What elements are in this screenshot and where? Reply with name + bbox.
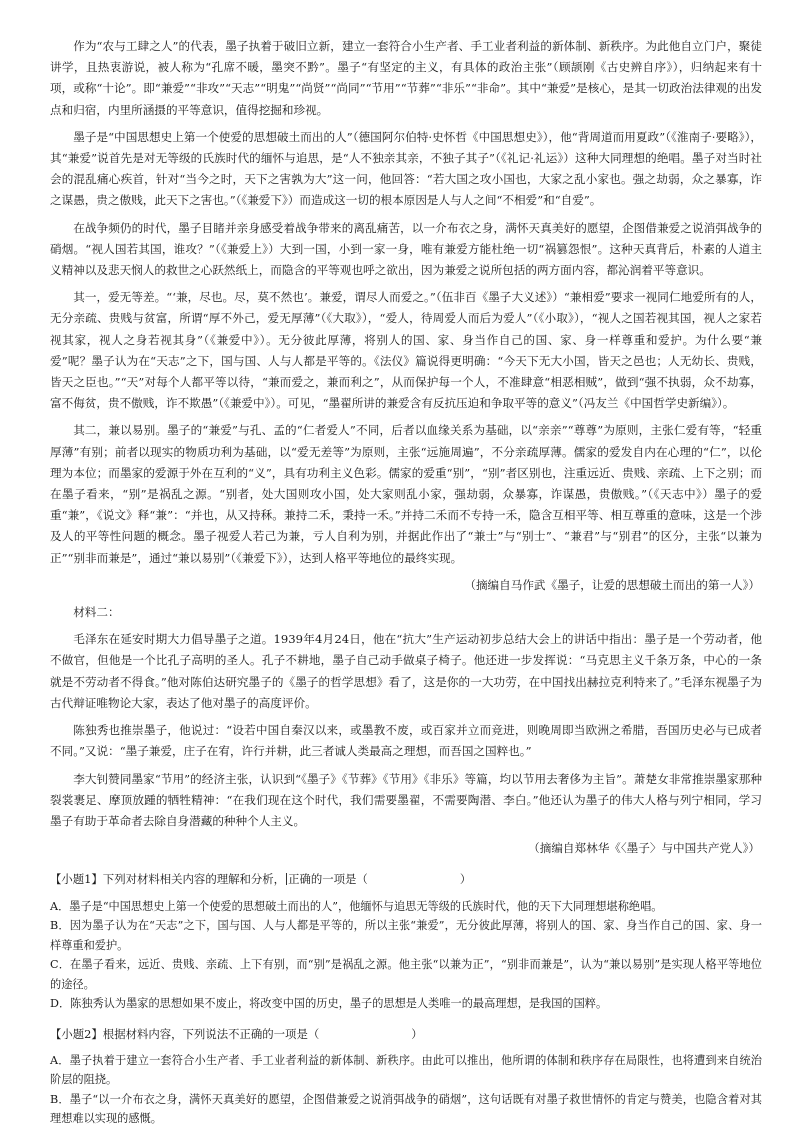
article2-paragraph-2: 陈独秀也推崇墨子，他说过：“设若中国自秦汉以来，或墨教不废，或百家并立而竞进，则晚周即当欧洲之希腊，吾国历史必与已成者不同。”又说：“墨子兼爱，庄子在宥，许行并耕，此三者诚人类最高之理想，而吾国之国粹也。” bbox=[50, 723, 762, 759]
question1-title bbox=[50, 869, 762, 890]
question1-title-text-2: 正确的一项是（ bbox=[288, 872, 368, 887]
article1-paragraph-5: 其二，兼以易别。墨子的“兼爱”与孔、孟的“仁者爱人”不同，后者以血缘关系为基础，以“亲亲”“尊尊”为原则，主张仁爱有等，“轻重厚薄”有别；前者以现实的物质功利为基础，以“爱无差等”为原则，主张“远施周遍”，不分亲疏厚薄。儒家的爱发自内在心理的“仁”，以伦理为本位；而墨家的爱源于外在互利的“义”，具有功利主义色彩。儒家的爱重“别”，“别”者区别也，注重远近、贵贱、亲疏、上下之别；而在墨子看来，“别”是祸乱之源。“别者，处大国则攻小国，处大家则乱小家，强劫弱，众暴寡，诈谋愚，贵傲贱。”（《天志中》）墨子的爱重“兼”，《说文》释“兼”：“并也，从又持秝。兼持二禾，秉持一禾。”并持二禾而不专持一禾，隐含互相平等、相互尊重的意味，这是一个涉及人的平等性问题的概念。墨子视爱人若己为兼，亏人自利为别，并据此作出了“兼士”与“别士”、“兼君”与“别君”的区分，主张“以兼为正”“别非而兼是”，通过“兼以易别”（《兼爱下》），达到人格平等地位的最终实现。 bbox=[50, 423, 762, 565]
question1-option-c: C．在墨子看来，远近、贵贱、亲疏、上下有别，而“别”是祸乱之源。他主张“以兼为正”，“别非而兼是”，认为“兼以易别”是实现人格平等地位的途径。 bbox=[50, 958, 762, 991]
question2-title-text: 【小题2】根据材料内容，下列说法不正确的一项是（ bbox=[50, 1026, 320, 1041]
question1-option-d: D．陈独秀认为墨家的思想如果不废止，将改变中国的历史，墨子的思想是人类唯一的最高理想，是我国的国粹。 bbox=[50, 997, 608, 1011]
question2-title-close: ） bbox=[411, 1026, 423, 1041]
article1-paragraph-1: 作为“农与工肆之人”的代表，墨子执着于破旧立新，建立一套符合小生产者、手工业者利益的新体制、新秩序。为此他自立门户，聚徒讲学，且热衷游说，被人称为“孔席不暖，墨突不黔”。墨子“有坚定的主义，有具体的政治主张”（顾颉刚《古史辨自序》），归纳起来有十项，或称“十论”。即“兼爱”“非攻”“天志”“明鬼”“尚贤”“尚同”“节用”“节葬”“非乐”“非命”。其中“兼爱”是核心，是其一切政治法律观的出发点和归宿，内里所涵摄的平等意识，值得挖掘和珍视。 bbox=[50, 39, 762, 117]
question1-title-text: 【小题1】下列对材料相关内容的理解和分析， bbox=[50, 872, 286, 887]
article2-paragraph-3: 李大钊赞同墨家“节用”的经济主张，认识到“《墨子》《节葬》《节用》《非乐》等篇，均以节用去奢侈为主旨”。萧楚女非常推崇墨家那种裂裳裹足、摩顶放踵的牺牲精神：“在我们现在这个时代，我们需要墨翟，不需要陶潜、李白。”他还认为墨子的伟大人格与列宁相同，学习墨子有助于革命者去除自身潜藏的种种个人主义。 bbox=[50, 771, 762, 828]
article1-paragraph-4: 其一，爱无等差。“‘兼，尽也。尽，莫不然也’。兼爱，谓尽人而爱之。”（伍非百《墨子大义述》）“兼相爱”要求一视同仁地爱所有的人，无分亲疏、贵贱与贫富，所谓“厚不外己，爱无厚薄”（《大取》），“爱人，待周爱人而后为爱人”（《小取》），“视人之国若视其国，视人之家若视其家，视人之身若视其身”（《兼爱中》）。无分彼此厚薄，将别人的国、家、身当作自己的国、家、身一样尊重和爱护。为什么要“兼爱”呢？墨子认为在“天志”之下，国与国、人与人都是平等的。《法仪》篇说得更明确：“今天下无大小国，皆天之邑也；人无幼长、贵贱，皆天之臣也。”“天”对每个人都平等以待，“兼而爱之，兼而利之”，从而保护每一个人，不准肆意“相恶相贼”，做到“强不执弱，众不劫寡，富不侮贫，贵不傲贱，诈不欺愚”（《兼爱中》）。可见，“墨翟所讲的兼爱含有反抗压迫和争取平等的意义”（冯友兰《中国哲学史新编》）。 bbox=[50, 290, 762, 411]
question1-option-b: B．因为墨子认为在“天志”之下，国与国、人与人都是平等的，所以主张“兼爱”，无分彼此厚薄，将别人的国、家、身当作自己的国、家、身一样尊重和爱护。 bbox=[50, 919, 762, 952]
article2-paragraph-1: 毛泽东在延安时期大力倡导墨子之道。1939年4月24日，他在“抗大”生产运动初步总结大会上的讲话中指出：墨子是一个劳动者，他不做官，但他是一个比孔子高明的圣人。孔子不耕地，墨子自己动手做桌子椅子。他还进一步发挥说：“马克思主义千条万条，中心的一条就是不劳动者不得食。”他对陈伯达研究墨子的《墨子的哲学思想》看了，这是你的一大功劳，在中国找出赫拉克利特来了。”毛泽东视墨子为古代辩证唯物论大家，表达了他对墨子的高度评价。 bbox=[50, 632, 762, 710]
question2-title bbox=[50, 1024, 762, 1045]
article1-paragraph-3: 在战争频仍的时代，墨子目睹并亲身感受着战争带来的离乱痛苦，以一介布衣之身，满怀天真美好的愿望，企图借兼爱之说消弭战争的硝烟。“视人国若其国，谁攻？”（《兼爱上》）大到一国，小到一家一身，唯有兼爱方能杜绝一切“祸篡怨恨”。这种天真背后，朴素的人道主义精神以及悲天悯人的救世之心跃然纸上，而隐含的平等观也呼之欲出，因为兼爱之说所包括的两方面内容，都沁润着平等意识。 bbox=[50, 220, 762, 278]
text-cursor bbox=[286, 873, 287, 885]
question2-option-b: B．墨子“以一介布衣之身，满怀天真美好的愿望，企图借兼爱之说消弭战争的硝烟”，这句话既有对墨子救世情怀的肯定与赞美，也隐含着对其理想难以实现的感慨。 bbox=[50, 1092, 762, 1126]
article2-source: （摘编自郑林华《〈墨子〉与中国共产党人》） bbox=[528, 841, 760, 856]
article1-source: （摘编自马作武《墨子，让爱的思想破土而出的第一人》） bbox=[464, 577, 760, 592]
document-page bbox=[50, 0, 762, 1129]
question2-option-a: A．墨子执着于建立一套符合小生产者、手工业者利益的新体制、新秩序。由此可以推出，他所谓的体制和秩序存在局限性，也将遭到来自统治阶层的阻挠。 bbox=[50, 1053, 762, 1087]
question1-title-close: ） bbox=[459, 872, 472, 887]
article1-paragraph-2: 墨子是“中国思想史上第一个使爱的思想破土而出的人”（德国阿尔伯特·史怀哲《中国思想史》），他“背周道而用夏政”（《淮南子·要略》），其“兼爱”说首先是对无等级的氏族时代的缅怀与追思，是“人不独亲其亲，不独子其子”（《礼记·礼运》）这种大同理想的绝唱。墨子对当时社会的混乱痛心疾首，针对“当今之时，天下之害孰为大”这一问，他回答：“若大国之攻小国也，大家之乱小家也。强之劫弱，众之暴寡，诈之谋愚，贵之傲贱，此天下之害也。”（《兼爱下》）而造成这一切的根本原因是人与人之间“不相爱”和“自爱”。 bbox=[50, 129, 762, 208]
material-two-title: 材料二： bbox=[73, 605, 120, 620]
question1-option-a: A．墨子是“中国思想史上第一个使爱的思想破土而出的人”，他缅怀与追思无等级的氏族时代，他的天下大同理想堪称绝唱。 bbox=[50, 899, 663, 913]
